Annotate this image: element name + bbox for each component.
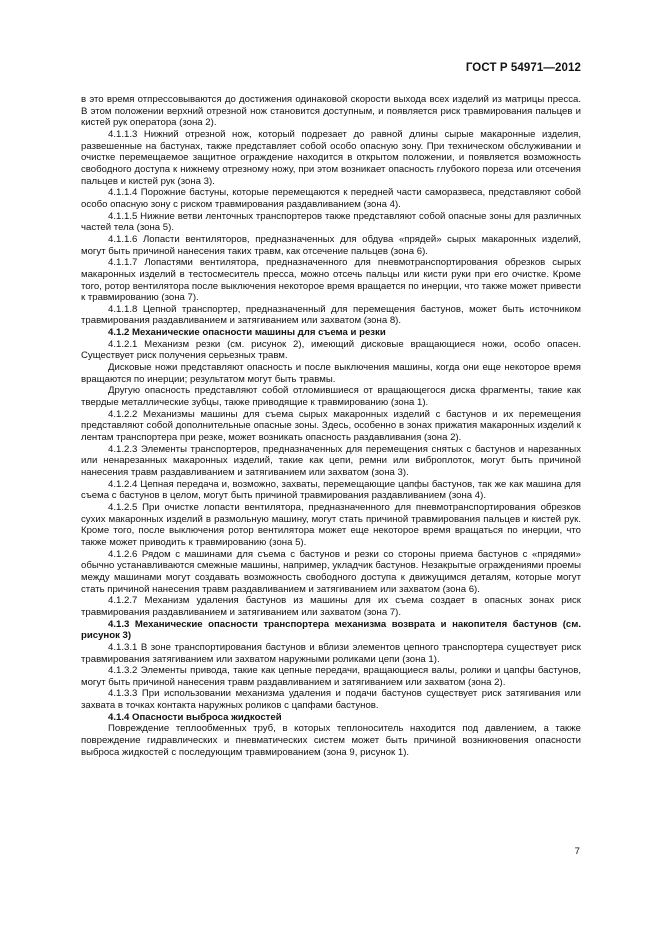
paragraph: 4.1.1.6 Лопасти вентиляторов, предназначенных для обдува «прядей» сырых макаронных изделий, могут быть причиной нанесения таких травм, как отсечение пальцев (зона 6). — [81, 233, 581, 257]
paragraph: Другую опасность представляют собой отломившиеся от вращающегося диска фрагменты, такие как твердые металлические зубцы, также приводящие к травмированию (зона 1). — [81, 385, 581, 409]
paragraph: 4.1.2.6 Рядом с машинами для съема с бастунов и резки со стороны приема бастунов с «прядями» обычно устанавливаются смежные машины, например, укладчик бастунов. Незакрытые ограждениями проемы между машинами могут создавать возможность свободного доступа к движущимся деталям, которые могут стать причиной нанесения травм раздавливанием и затягиванием или захватом (зона 6). — [81, 548, 581, 595]
standard-designation: ГОСТ Р 54971—2012 — [465, 62, 581, 74]
paragraph: 4.1.1.4 Порожние бастуны, которые перемещаются к передней части саморазвеса, представляют собой особо опасную зону с риском травмирования раздавливанием (зона 4). — [81, 187, 581, 210]
paragraph: в это время отпрессовываются до достижения одинаковой скорости выхода всех изделий из матрицы пресса. В этом положении верхний отрезной нож становится доступным, и появляется риск травмирования пальцев и кистей рук оператора (зона 2). — [81, 94, 581, 129]
section-heading: 4.1.2 Механические опасности машины для съема и резки — [108, 327, 386, 339]
document-body — [81, 94, 581, 758]
paragraph: Дисковые ножи представляют опасность и после выключения машины, когда они еще некоторое время вращаются по инерции; результатом могут быть травмы. — [81, 362, 581, 385]
paragraph: 4.1.1.8 Цепной транспортер, предназначенный для перемещения бастунов, может быть источником травмирования раздавливанием и затягиванием или захватом (зона 8). — [81, 303, 581, 327]
paragraph: 4.1.2.4 Цепная передача и, возможно, захваты, перемещающие цапфы бастунов, так же как машина для съема с бастунов в целом, могут быть причиной травмирования раздавливанием (зона 4). — [81, 478, 581, 502]
paragraph: 4.1.3.2 Элементы привода, такие как цепные передачи, вращающиеся валы, ролики и цапфы бастунов, могут быть причиной нанесения травм раздавливанием и затягиванием или захватом (зона 2). — [81, 665, 581, 688]
paragraph: Повреждение теплообменных труб, в которых теплоноситель находится под давлением, а также повреждение гидравлических и пневматических систем может быть причиной возникновения опасности выброса жидкостей с последующим травмированием (зона 9, рисунок 1). — [81, 723, 581, 758]
paragraph: 4.1.2.5 При очистке лопасти вентилятора, предназначенного для пневмотранспортирования обрезков сухих макаронных изделий в размольную машину, могут стать причиной травмирования пальцев и кистей рук. Кроме того, после выключения ротор вентилятора может еще некоторое время вращаться по инерции, что также может приводить к травмированию (зона 5). — [81, 501, 581, 548]
paragraph: 4.1.1.3 Нижний отрезной нож, который подрезает до равной длины сырые макаронные изделия, развешенные на бастунах, также представляет собой особо опасную зону. При техническом обслуживании и очистке перемещаемое защитное ограждение находится в открытом положении, и появляется возможность свободного доступа к нижнему отрезному ножу, при этом возникает опасность глубокого пореза или отсечения пальцев и кистей рук (зона 3). — [81, 128, 581, 187]
paragraph: 4.1.2.7 Механизм удаления бастунов из машины для их съема создает в опасных зонах риск травмирования раздавливанием и затягиванием или захватом (зона 7). — [81, 595, 581, 618]
paragraph: 4.1.1.5 Нижние ветви ленточных транспортеров также представляют собой опасные зоны для различных частей тела (зона 5). — [81, 210, 581, 234]
section-heading: 4.1.3 Механические опасности транспортера механизма возврата и накопителя бастунов (см. рисунок 3) — [81, 618, 581, 642]
paragraph: 4.1.1.7 Лопастями вентилятора, предназначенного для пневмотранспортирования обрезков сырых макаронных изделий в тестосмеситель пресса, можно отсечь пальцы или кисти руки при его очистке. Кроме того, ротор вентилятора после выключения некоторое время вращается по инерции, что также может привести к травмированию (зона 7). — [81, 257, 581, 304]
paragraph: 4.1.2.1 Механизм резки (см. рисунок 2), имеющий дисковые вращающиеся ножи, особо опасен. Существует риск получения серьезных травм. — [81, 338, 581, 362]
paragraph: 4.1.2.3 Элементы транспортеров, предназначенных для перемещения снятых с бастунов и нарезанных или ненарезанных макаронных изделий, такие как цепи, ремни или виброплоток, могут быть причиной нанесения травм раздавливанием и затягиванием или захватом (зона 3). — [81, 443, 581, 478]
paragraph: 4.1.3.3 При использовании механизма удаления и подачи бастунов существует риск затягивания или захвата в точках контакта наружных роликов с цапфами бастунов. — [81, 688, 581, 712]
section-heading: 4.1.4 Опасности выброса жидкостей — [108, 711, 282, 723]
page-number: 7 — [574, 846, 580, 857]
paragraph: 4.1.2.2 Механизмы машины для съема сырых макаронных изделий с бастунов и их перемещения представляют собой дополнительные опасные зоны. Здесь, особенно в зонах прижатия макаронных изделий к лентам транспортера при резке, может возникать опасность раздавливания (зона 2). — [81, 408, 581, 444]
paragraph: 4.1.3.1 В зоне транспортирования бастунов и вблизи элементов цепного транспортера существует риск травмирования затягиванием или захватом наружными роликами цепи (зона 1). — [81, 641, 581, 665]
